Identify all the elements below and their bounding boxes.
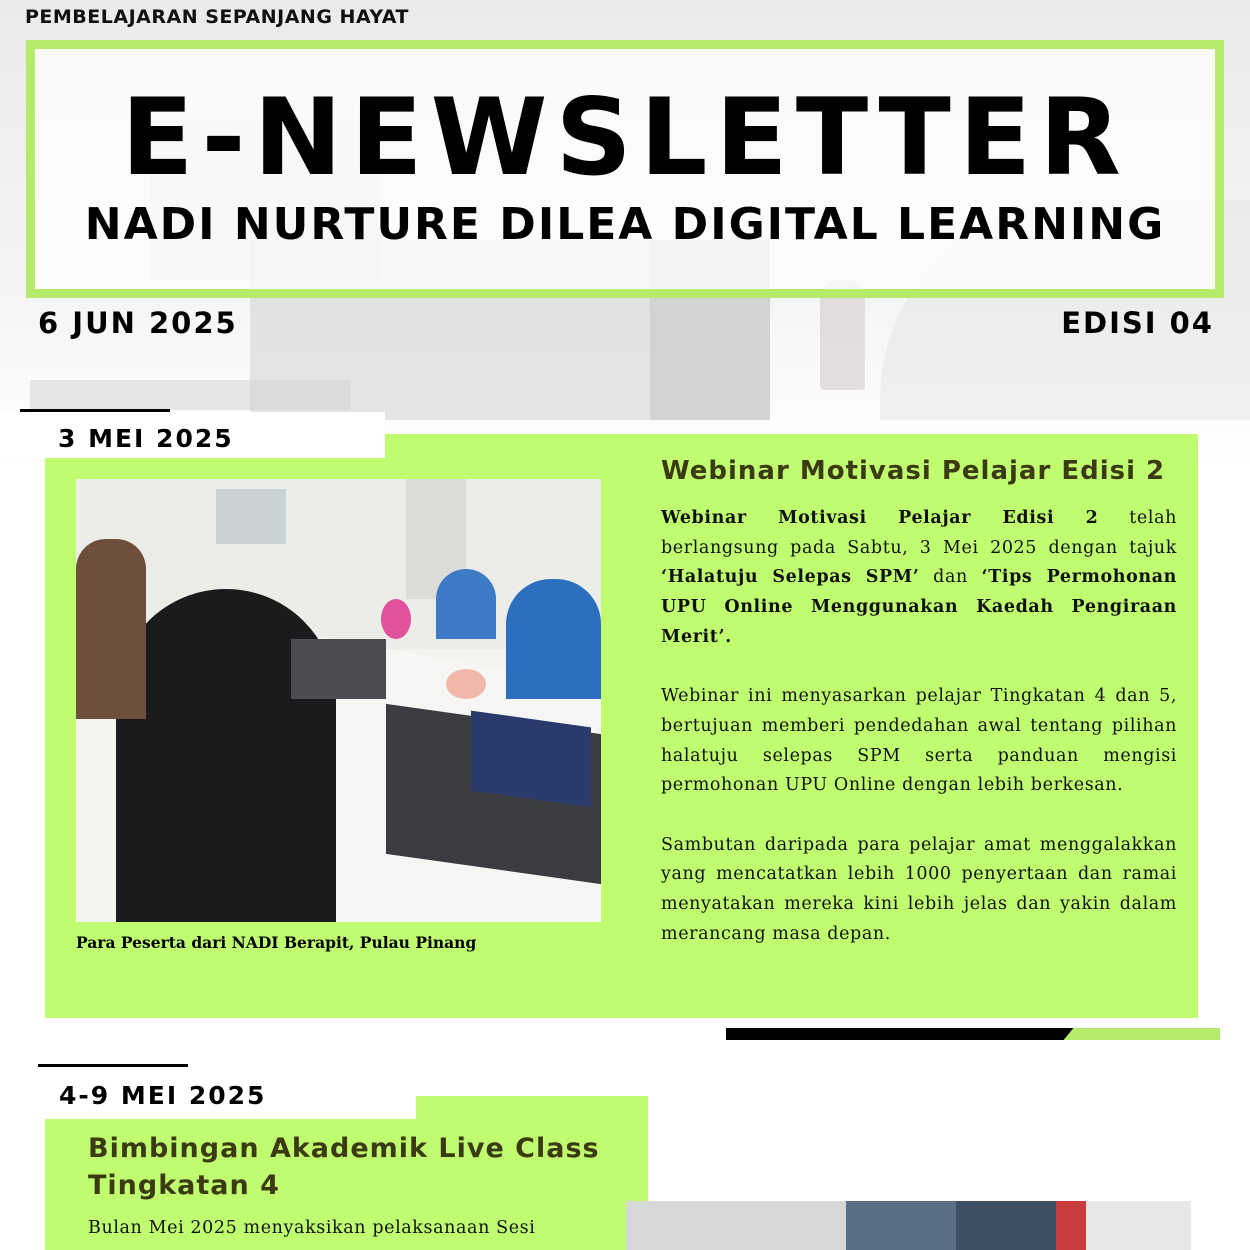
photo2-wall: [1086, 1201, 1191, 1250]
photo-window: [216, 489, 286, 544]
header-kicker: PEMBELAJARAN SEPANJANG HAYAT: [25, 6, 409, 28]
section1-title: Webinar Motivasi Pelajar Edisi 2: [661, 456, 1166, 486]
section1-paragraph-1: [661, 504, 1177, 653]
section1-photo-caption: Para Peserta dari NADI Berapit, Pulau Pinang: [76, 933, 477, 952]
photo-flowers: [381, 599, 411, 639]
bg-desk: [30, 380, 350, 410]
photo-flowers-2: [446, 669, 486, 699]
photo-student-right: [506, 579, 601, 699]
divider-stripe-black: [726, 1028, 1074, 1040]
section1-photo: [76, 479, 601, 922]
section1-paragraph-3: Sambutan daripada para pelajar amat menggalakkan yang mencatatkan lebih 1000 penyertaan dan ramai menyatakan mereka kini lebih jelas dan yakin dalam merancang masa depan.: [661, 834, 1177, 944]
section1-p1-bold-b: ‘Halatuju Selepas SPM’: [661, 567, 920, 588]
issue-edition: EDISI 04: [1061, 306, 1214, 340]
section2-date: 4-9 MEI 2025: [59, 1081, 267, 1110]
section1-body: [661, 504, 1177, 979]
photo-student-middle: [436, 569, 496, 639]
section2-title: Bimbingan Akademik Live Class Tingkatan 4: [88, 1133, 600, 1201]
section2-rule: [38, 1064, 188, 1067]
issue-date: 6 JUN 2025: [38, 306, 238, 340]
photo-laptop-screen: [471, 711, 591, 808]
section1-paragraph-2: Webinar ini menyasarkan pelajar Tingkatan 4 dan 5, bertujuan memberi pendedahan awal tentang pilihan halatuju selepas SPM serta panduan mengisi permohonan UPU Online dengan lebih berkesan.: [661, 686, 1177, 796]
section1-p1-text-b: dan: [919, 567, 982, 588]
section1-p1-text-a: telah berlangsung pada Sabtu, 3 Mei 2025 dengan tajuk: [661, 508, 1177, 558]
newsletter-title: E-NEWSLETTER: [121, 76, 1129, 199]
section1-rule: [20, 409, 170, 412]
section1-p1-bold-c: ‘Tips Permohonan UPU Online Menggunakan Kaedah Pengiraan Merit’.: [661, 567, 1177, 647]
divider-stripe-green: [1064, 1028, 1220, 1040]
photo2-flag: [1056, 1201, 1086, 1250]
photo-laptop-left: [291, 639, 386, 699]
photo2-window-2: [956, 1201, 1056, 1250]
section2-photo: [626, 1201, 1191, 1250]
photo-student-left: [76, 539, 146, 719]
section1-date: 3 MEI 2025: [58, 424, 234, 453]
section1-p1-bold-a: Webinar Motivasi Pelajar Edisi 2: [661, 508, 1099, 528]
newsletter-subtitle: NADI NURTURE DILEA DIGITAL LEARNING: [84, 199, 1166, 250]
masthead-box: [26, 40, 1224, 298]
section2-body: Bulan Mei 2025 menyaksikan pelaksanaan Sesi: [88, 1218, 536, 1238]
